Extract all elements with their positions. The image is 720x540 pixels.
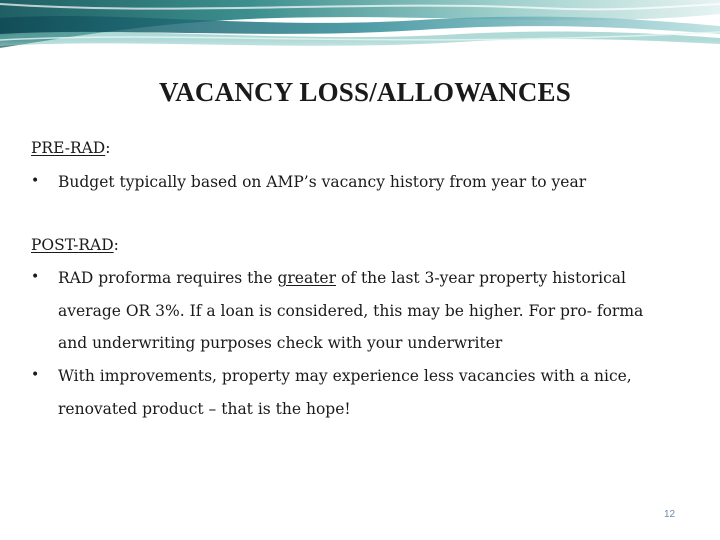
page-number: 12 [664,509,676,520]
bullet-icon: • [31,367,40,383]
post-rad-b1-text-b: of the last 3-year property historical [336,269,626,287]
slide-title: VACANCY LOSS/ALLOWANCES [159,77,571,107]
banner-swoosh-graphic [0,0,720,66]
post-rad-b1-text-a: RAD proforma requires the [58,269,278,287]
post-rad-bullet-1-line-2: average OR 3%. If a loan is considered, this may be higher. For pro- forma [58,302,644,320]
post-rad-heading [31,236,119,254]
post-rad-bullet-2-line-2: renovated product – that is the hope! [58,400,351,418]
header-banner [0,0,720,66]
pre-rad-label: PRE-RAD [31,139,106,157]
post-rad-bullet-2-line-1: With improvements, property may experience less vacancies with a nice, [58,367,632,385]
bullet-icon: • [31,269,40,285]
pre-rad-heading [31,139,110,157]
post-rad-bullet-1-line-1 [58,269,626,287]
post-rad-bullet-1-line-3: and underwriting purposes check with your underwriter [58,334,503,352]
post-rad-label: POST-RAD [31,236,114,254]
bullet-icon: • [31,173,40,189]
pre-rad-colon: : [105,139,111,157]
post-rad-colon: : [113,236,119,254]
pre-rad-bullet-1: Budget typically based on AMP’s vacancy history from year to year [58,173,587,191]
post-rad-greater-emphasis: greater [277,269,337,287]
